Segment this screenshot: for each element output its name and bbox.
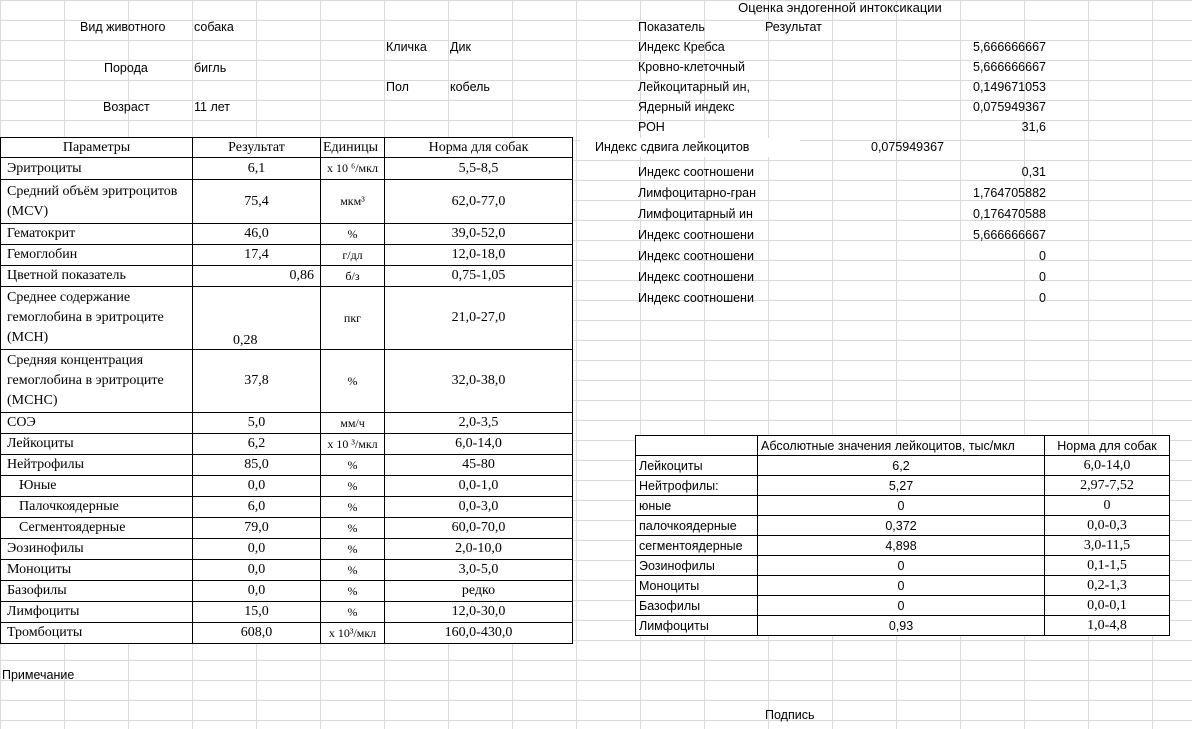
header-norm: Норма для собак xyxy=(385,138,573,158)
table-row xyxy=(636,536,1170,556)
result-cell[interactable]: 79,0 xyxy=(193,518,321,539)
result-cell[interactable]: 0,0 xyxy=(193,539,321,560)
table-header-row xyxy=(636,436,1170,456)
intox-indicator-name[interactable]: Индекс Кребса xyxy=(638,40,725,54)
table-row xyxy=(636,556,1170,576)
param-cell[interactable]: Базофилы xyxy=(1,581,193,602)
norm-cell[interactable]: 12,0-18,0 xyxy=(385,245,573,266)
intox-indicator-value[interactable]: 0,149671053 xyxy=(973,80,1046,94)
result-cell[interactable]: 85,0 xyxy=(193,455,321,476)
intox-col-result: Результат xyxy=(765,20,822,34)
leu-header-norm: Норма для собак xyxy=(1045,436,1170,456)
param-cell[interactable]: Моноциты xyxy=(1,560,193,581)
param-cell[interactable]: Эритроциты xyxy=(1,158,193,180)
table-row xyxy=(1,497,573,518)
intox-indicator-value[interactable]: 0 xyxy=(1039,270,1046,284)
table-row xyxy=(1,350,573,413)
leu-header-blank xyxy=(636,436,758,456)
unit-cell[interactable]: % xyxy=(321,476,385,497)
result-cell[interactable]: 6,2 xyxy=(193,434,321,455)
param-cell[interactable]: Средний объём эритроцитов (MCV) xyxy=(1,180,193,224)
param-cell[interactable]: СОЭ xyxy=(1,413,193,434)
leu-name-cell[interactable]: палочкоядерные xyxy=(636,516,758,536)
param-cell[interactable]: Эозинофилы xyxy=(1,539,193,560)
species-label: Вид животного xyxy=(80,20,166,34)
leu-name-cell[interactable]: Базофилы xyxy=(636,596,758,616)
age-label: Возраст xyxy=(103,100,150,114)
param-cell[interactable]: Среднее содержание гемоглобина в эритроците (MCH) xyxy=(1,287,193,350)
result-cell[interactable]: 6,1 xyxy=(193,158,321,180)
sex-value[interactable]: кобель xyxy=(450,80,490,94)
leu-header-abs: Абсолютные значения лейкоцитов, тыс/мкл xyxy=(758,436,1045,456)
shift-index-label: Индекс сдвига лейкоцитов xyxy=(595,140,750,154)
result-cell[interactable]: 0,0 xyxy=(193,560,321,581)
leu-name-cell[interactable]: Нейтрофилы: xyxy=(636,476,758,496)
norm-cell[interactable]: 39,0-52,0 xyxy=(385,224,573,245)
param-cell[interactable]: Нейтрофилы xyxy=(1,455,193,476)
result-cell[interactable]: 0,28 xyxy=(193,287,321,350)
norm-cell[interactable]: 60,0-70,0 xyxy=(385,518,573,539)
result-cell[interactable]: 15,0 xyxy=(193,602,321,623)
leu-value-cell[interactable]: 0,93 xyxy=(758,616,1045,636)
blood-analysis-table xyxy=(0,137,573,644)
result-cell[interactable]: 37,8 xyxy=(193,350,321,413)
intox-indicator-name[interactable]: Индекс соотношени xyxy=(638,291,754,305)
norm-cell[interactable]: 5,5-8,5 xyxy=(385,158,573,180)
param-cell[interactable]: Средняя концентрация гемоглобина в эритроците (MCHC) xyxy=(1,350,193,413)
result-cell[interactable]: 0,0 xyxy=(193,581,321,602)
intox-indicator-name[interactable]: Лимфоцитарный ин xyxy=(638,207,753,221)
table-row xyxy=(1,476,573,497)
unit-cell[interactable]: x 10 ⁶/мкл xyxy=(321,158,385,180)
norm-cell[interactable]: 0,0-3,0 xyxy=(385,497,573,518)
header-result: Результат xyxy=(193,138,321,158)
param-cell[interactable]: Гематокрит xyxy=(1,224,193,245)
unit-cell[interactable]: пкг xyxy=(321,287,385,350)
table-row xyxy=(1,158,573,180)
param-cell[interactable]: Сегментоядерные xyxy=(1,518,193,539)
intox-indicator-value[interactable]: 0,31 xyxy=(1021,165,1046,179)
table-row xyxy=(1,560,573,581)
intox-col-indicator: Показатель xyxy=(638,20,705,34)
result-cell[interactable]: 6,0 xyxy=(193,497,321,518)
leu-value-cell[interactable]: 0 xyxy=(758,496,1045,516)
table-row xyxy=(1,602,573,623)
intox-indicator-value[interactable]: 0 xyxy=(1039,249,1046,263)
leu-value-cell[interactable]: 0,372 xyxy=(758,516,1045,536)
intox-indicator-value[interactable]: 0,176470588 xyxy=(973,207,1046,221)
table-row xyxy=(636,456,1170,476)
unit-cell[interactable]: % xyxy=(321,455,385,476)
breed-label: Порода xyxy=(104,61,148,75)
norm-cell[interactable]: 2,0-10,0 xyxy=(385,539,573,560)
leu-norm-cell[interactable]: 3,0-11,5 xyxy=(1045,536,1170,556)
table-row xyxy=(636,496,1170,516)
norm-cell[interactable]: 0,0-1,0 xyxy=(385,476,573,497)
unit-cell[interactable]: % xyxy=(321,581,385,602)
result-cell[interactable]: 0,0 xyxy=(193,476,321,497)
note-label: Примечание xyxy=(2,668,75,682)
intox-indicator-name[interactable]: Индекс соотношени xyxy=(638,228,754,242)
result-cell[interactable]: 46,0 xyxy=(193,224,321,245)
age-value[interactable]: 11 лет xyxy=(194,100,231,114)
table-row xyxy=(636,476,1170,496)
intox-indicator-value[interactable]: 5,666666667 xyxy=(973,40,1046,54)
norm-cell[interactable]: 2,0-3,5 xyxy=(385,413,573,434)
unit-cell[interactable]: б/з xyxy=(321,266,385,287)
leu-norm-cell[interactable]: 0,2-1,3 xyxy=(1045,576,1170,596)
unit-cell[interactable]: % xyxy=(321,224,385,245)
unit-cell[interactable]: % xyxy=(321,602,385,623)
norm-cell[interactable]: 3,0-5,0 xyxy=(385,560,573,581)
intox-indicator-value[interactable]: 1,764705882 xyxy=(973,186,1046,200)
leu-name-cell[interactable]: сегментоядерные xyxy=(636,536,758,556)
unit-cell[interactable]: г/дл xyxy=(321,245,385,266)
table-row xyxy=(636,616,1170,636)
leu-value-cell[interactable]: 0 xyxy=(758,596,1045,616)
intox-indicator-name[interactable]: Лимфоцитарно-гран xyxy=(638,186,757,200)
unit-cell[interactable]: x 10 ³/мкл xyxy=(321,434,385,455)
leu-value-cell[interactable]: 0 xyxy=(758,576,1045,596)
norm-cell[interactable]: 6,0-14,0 xyxy=(385,434,573,455)
intox-title: Оценка эндогенной интоксикации xyxy=(738,0,942,15)
intox-indicator-value[interactable]: 0 xyxy=(1039,291,1046,305)
table-row xyxy=(1,287,573,350)
norm-cell[interactable]: 12,0-30,0 xyxy=(385,602,573,623)
unit-cell[interactable]: % xyxy=(321,560,385,581)
table-row xyxy=(1,518,573,539)
param-cell[interactable]: Палочкоядерные xyxy=(1,497,193,518)
table-row xyxy=(1,224,573,245)
param-cell[interactable]: Юные xyxy=(1,476,193,497)
intox-indicator-name[interactable]: Индекс соотношени xyxy=(638,165,754,179)
result-cell[interactable]: 5,0 xyxy=(193,413,321,434)
leu-norm-cell[interactable]: 6,0-14,0 xyxy=(1045,456,1170,476)
header-units: Единицы xyxy=(321,138,385,158)
norm-cell[interactable]: редко xyxy=(385,581,573,602)
table-header-row xyxy=(1,138,573,158)
norm-cell[interactable]: 62,0-77,0 xyxy=(385,180,573,224)
leu-norm-cell[interactable]: 0,0-0,3 xyxy=(1045,516,1170,536)
norm-cell[interactable]: 32,0-38,0 xyxy=(385,350,573,413)
result-cell[interactable]: 17,4 xyxy=(193,245,321,266)
leu-name-cell[interactable]: Моноциты xyxy=(636,576,758,596)
leu-value-cell[interactable]: 0 xyxy=(758,556,1045,576)
leu-norm-cell[interactable]: 2,97-7,52 xyxy=(1045,476,1170,496)
intox-indicator-name[interactable]: Кровно-клеточный xyxy=(638,60,745,74)
table-row xyxy=(1,245,573,266)
intox-indicator-value[interactable]: 5,666666667 xyxy=(973,228,1046,242)
intox-indicator-name[interactable]: Лейкоцитарный ин, xyxy=(638,80,751,94)
table-row xyxy=(636,596,1170,616)
name-value[interactable]: Дик xyxy=(450,40,471,54)
header-parameters: Параметры xyxy=(1,138,193,158)
unit-cell[interactable]: % xyxy=(321,497,385,518)
intox-indicator-value[interactable]: 0,075949367 xyxy=(973,100,1046,114)
table-row xyxy=(1,413,573,434)
unit-cell[interactable]: % xyxy=(321,539,385,560)
leu-norm-cell[interactable]: 0 xyxy=(1045,496,1170,516)
param-cell[interactable]: Цветной показатель xyxy=(1,266,193,287)
table-row xyxy=(1,434,573,455)
table-row xyxy=(1,266,573,287)
unit-cell[interactable]: x 10³/мкл xyxy=(321,623,385,644)
species-value[interactable]: собака xyxy=(194,20,234,34)
table-row xyxy=(1,539,573,560)
intox-indicator-value[interactable]: 31,6 xyxy=(1021,120,1046,134)
norm-cell[interactable]: 0,75-1,05 xyxy=(385,266,573,287)
table-row xyxy=(1,581,573,602)
leu-norm-cell[interactable]: 1,0-4,8 xyxy=(1045,616,1170,636)
leu-name-cell[interactable]: Эозинофилы xyxy=(636,556,758,576)
table-row xyxy=(1,623,573,644)
leu-norm-cell[interactable]: 0,0-0,1 xyxy=(1045,596,1170,616)
leu-name-cell[interactable]: Лейкоциты xyxy=(636,456,758,476)
leu-value-cell[interactable]: 5,27 xyxy=(758,476,1045,496)
signature-label: Подпись xyxy=(765,708,815,722)
leu-name-cell[interactable]: Лимфоциты xyxy=(636,616,758,636)
leukocytes-absolute-table xyxy=(635,435,1170,636)
param-cell[interactable]: Гемоглобин xyxy=(1,245,193,266)
unit-cell[interactable]: мм/ч xyxy=(321,413,385,434)
result-cell[interactable]: 608,0 xyxy=(193,623,321,644)
leu-value-cell[interactable]: 6,2 xyxy=(758,456,1045,476)
param-cell[interactable]: Лимфоциты xyxy=(1,602,193,623)
name-label: Кличка xyxy=(386,40,427,54)
unit-cell[interactable]: % xyxy=(321,518,385,539)
intox-indicator-value[interactable]: 5,666666667 xyxy=(973,60,1046,74)
table-row xyxy=(1,455,573,476)
intox-indicator-name[interactable]: Индекс соотношени xyxy=(638,249,754,263)
intox-indicator-name[interactable]: РОН xyxy=(638,120,665,134)
intox-indicator-name[interactable]: Ядерный индекс xyxy=(638,100,735,114)
result-cell[interactable]: 75,4 xyxy=(193,180,321,224)
unit-cell[interactable]: мкм³ xyxy=(321,180,385,224)
result-cell[interactable]: 0,86 xyxy=(193,266,321,287)
intox-indicator-name[interactable]: Индекс соотношени xyxy=(638,270,754,284)
param-cell[interactable]: Тромбоциты xyxy=(1,623,193,644)
table-row xyxy=(636,516,1170,536)
leu-norm-cell[interactable]: 0,1-1,5 xyxy=(1045,556,1170,576)
norm-cell[interactable]: 160,0-430,0 xyxy=(385,623,573,644)
leu-value-cell[interactable]: 4,898 xyxy=(758,536,1045,556)
table-row xyxy=(1,180,573,224)
param-cell[interactable]: Лейкоциты xyxy=(1,434,193,455)
unit-cell[interactable]: % xyxy=(321,350,385,413)
norm-cell[interactable]: 21,0-27,0 xyxy=(385,287,573,350)
shift-index-value[interactable]: 0,075949367 xyxy=(871,140,944,154)
leu-name-cell[interactable]: юные xyxy=(636,496,758,516)
table-row xyxy=(636,576,1170,596)
sex-label: Пол xyxy=(386,80,409,94)
breed-value[interactable]: бигль xyxy=(194,61,227,75)
norm-cell[interactable]: 45-80 xyxy=(385,455,573,476)
